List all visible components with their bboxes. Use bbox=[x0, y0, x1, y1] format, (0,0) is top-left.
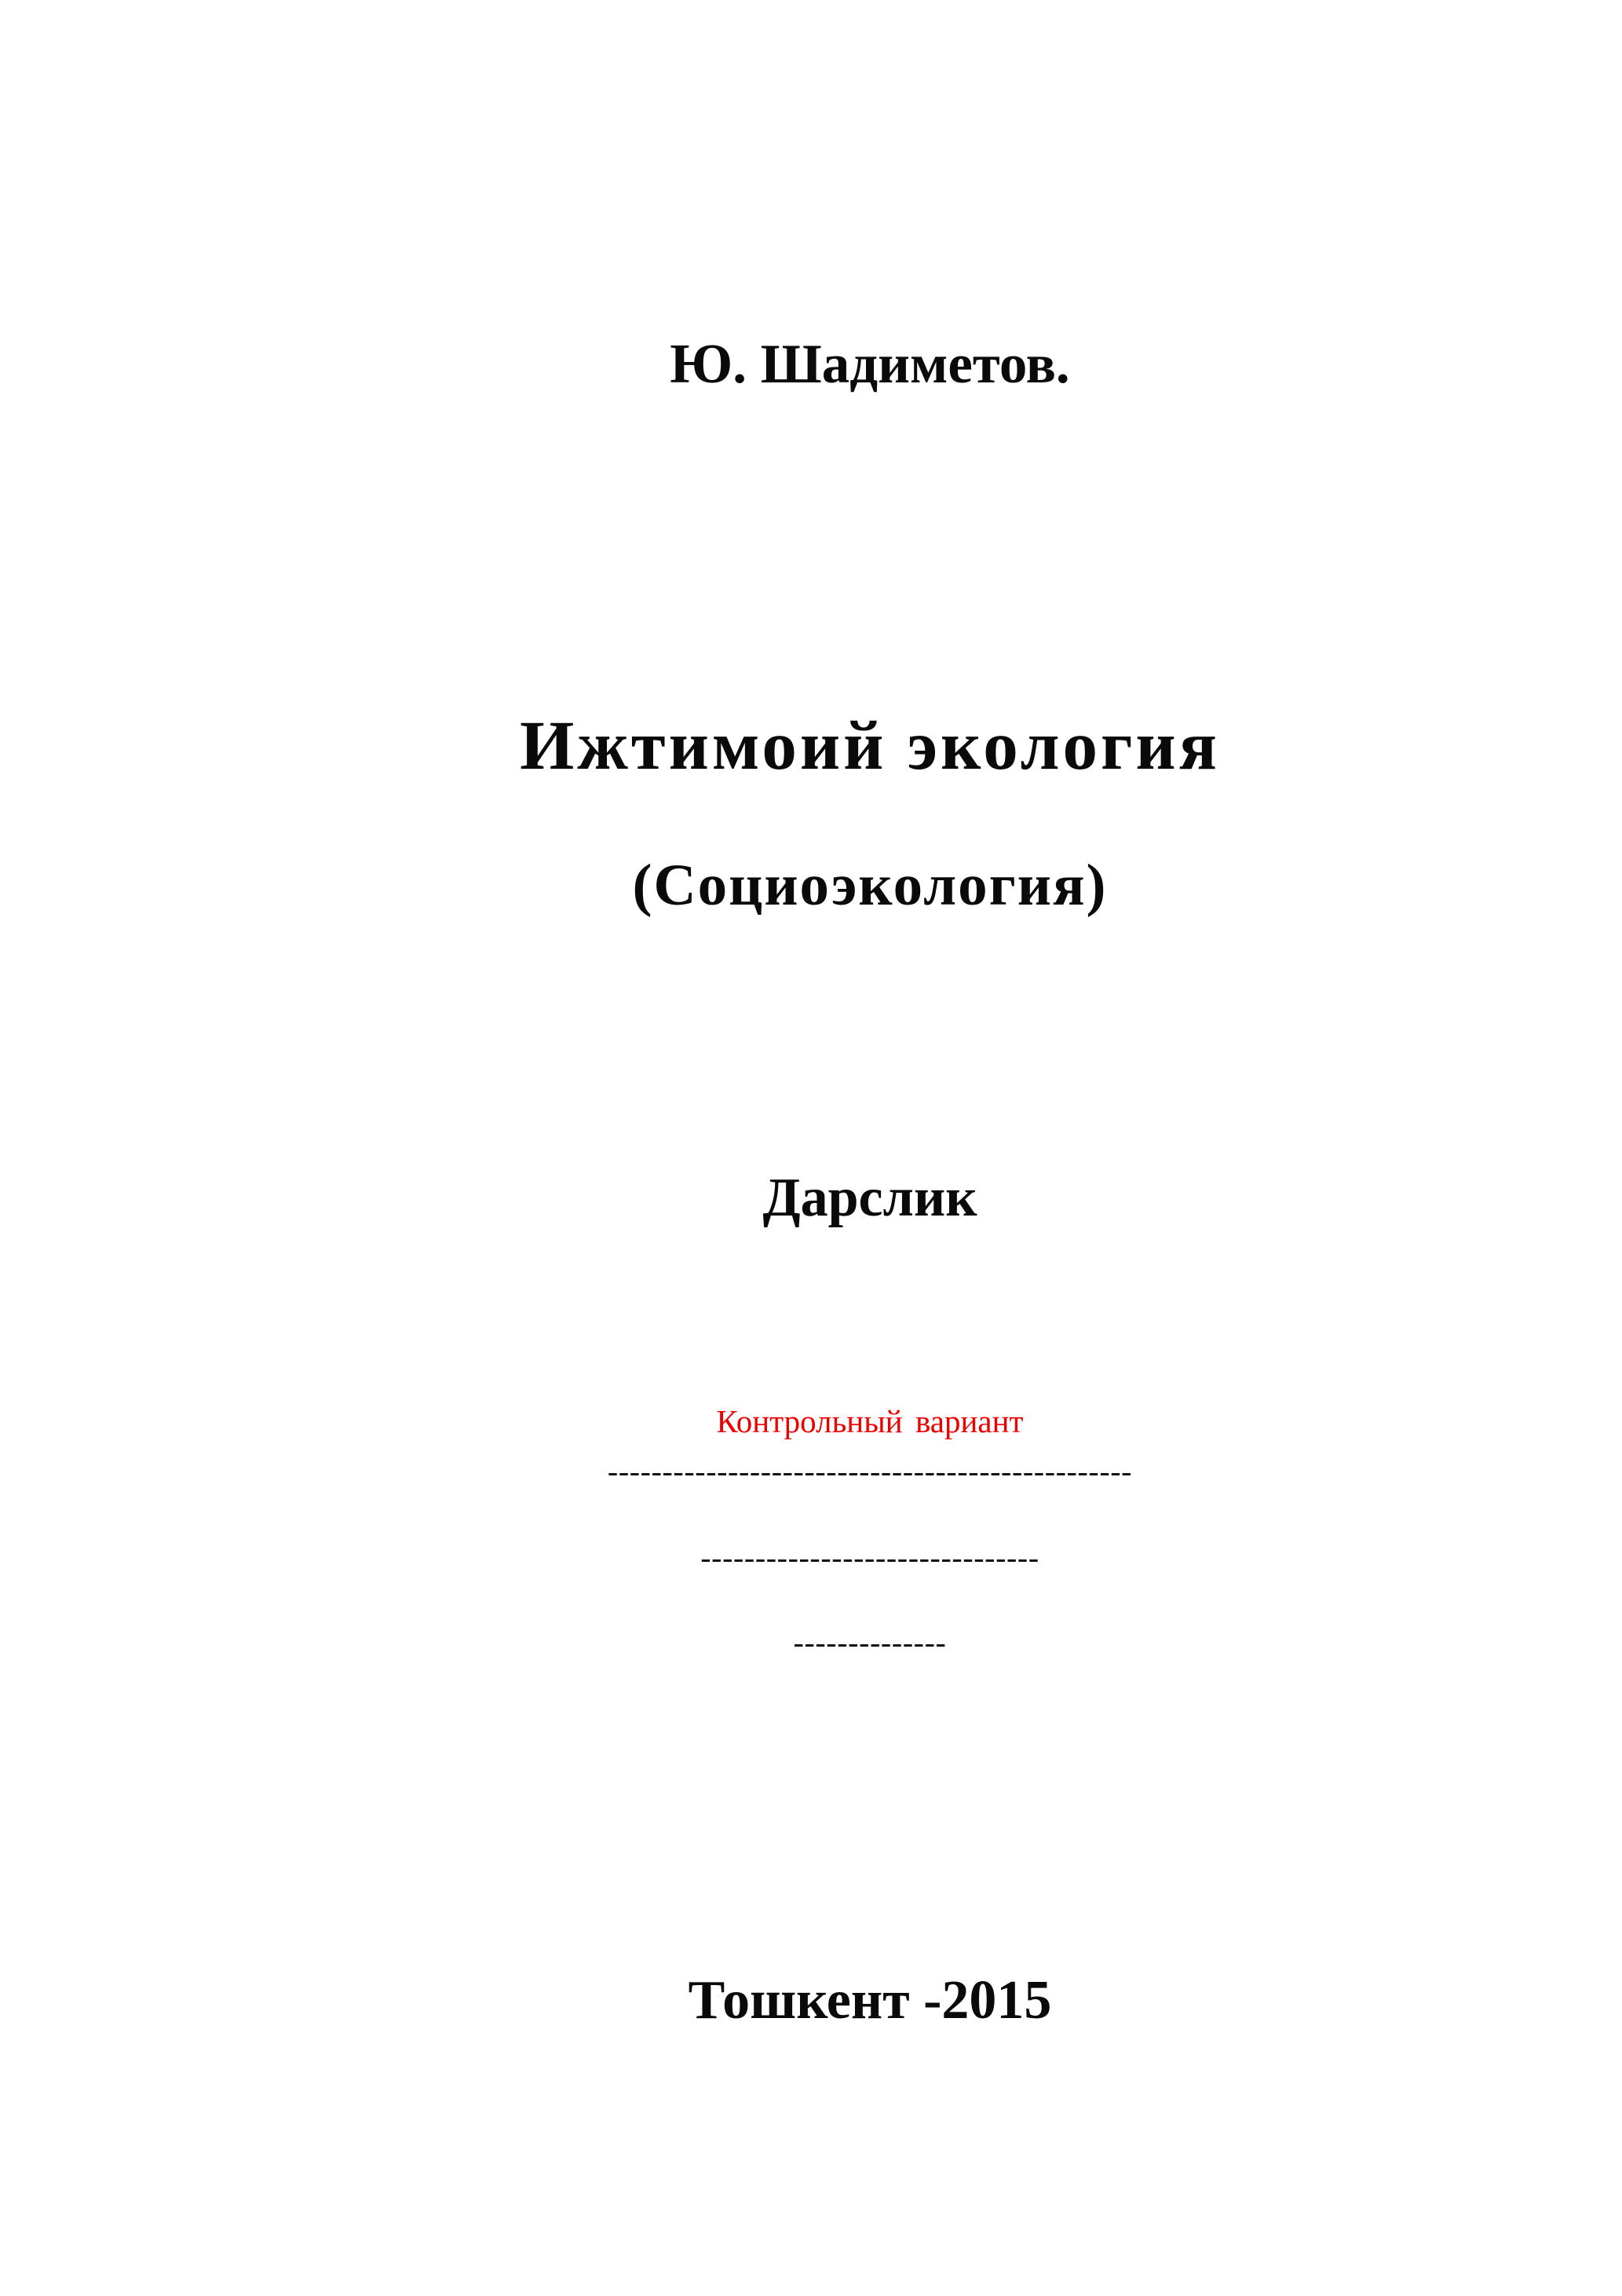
divider-dashed-line-2: ------------------------------- bbox=[700, 1540, 1039, 1575]
divider-dashed-line-1: ------------------------------------------------ bbox=[607, 1453, 1133, 1489]
author-name: Ю. Шадиметов. bbox=[670, 334, 1070, 395]
title-page-content bbox=[118, 0, 1622, 2296]
city-year-label: Тошкент -2015 bbox=[688, 1970, 1052, 2031]
book-subtitle: (Социоэкология) bbox=[632, 853, 1108, 918]
book-title: Ижтимоий экология bbox=[520, 707, 1220, 784]
divider-dashed-line-3: -------------- bbox=[793, 1625, 947, 1660]
control-variant-label: Контрольный вариант bbox=[716, 1403, 1024, 1439]
document-type-label: Дарслик bbox=[762, 1168, 977, 1228]
